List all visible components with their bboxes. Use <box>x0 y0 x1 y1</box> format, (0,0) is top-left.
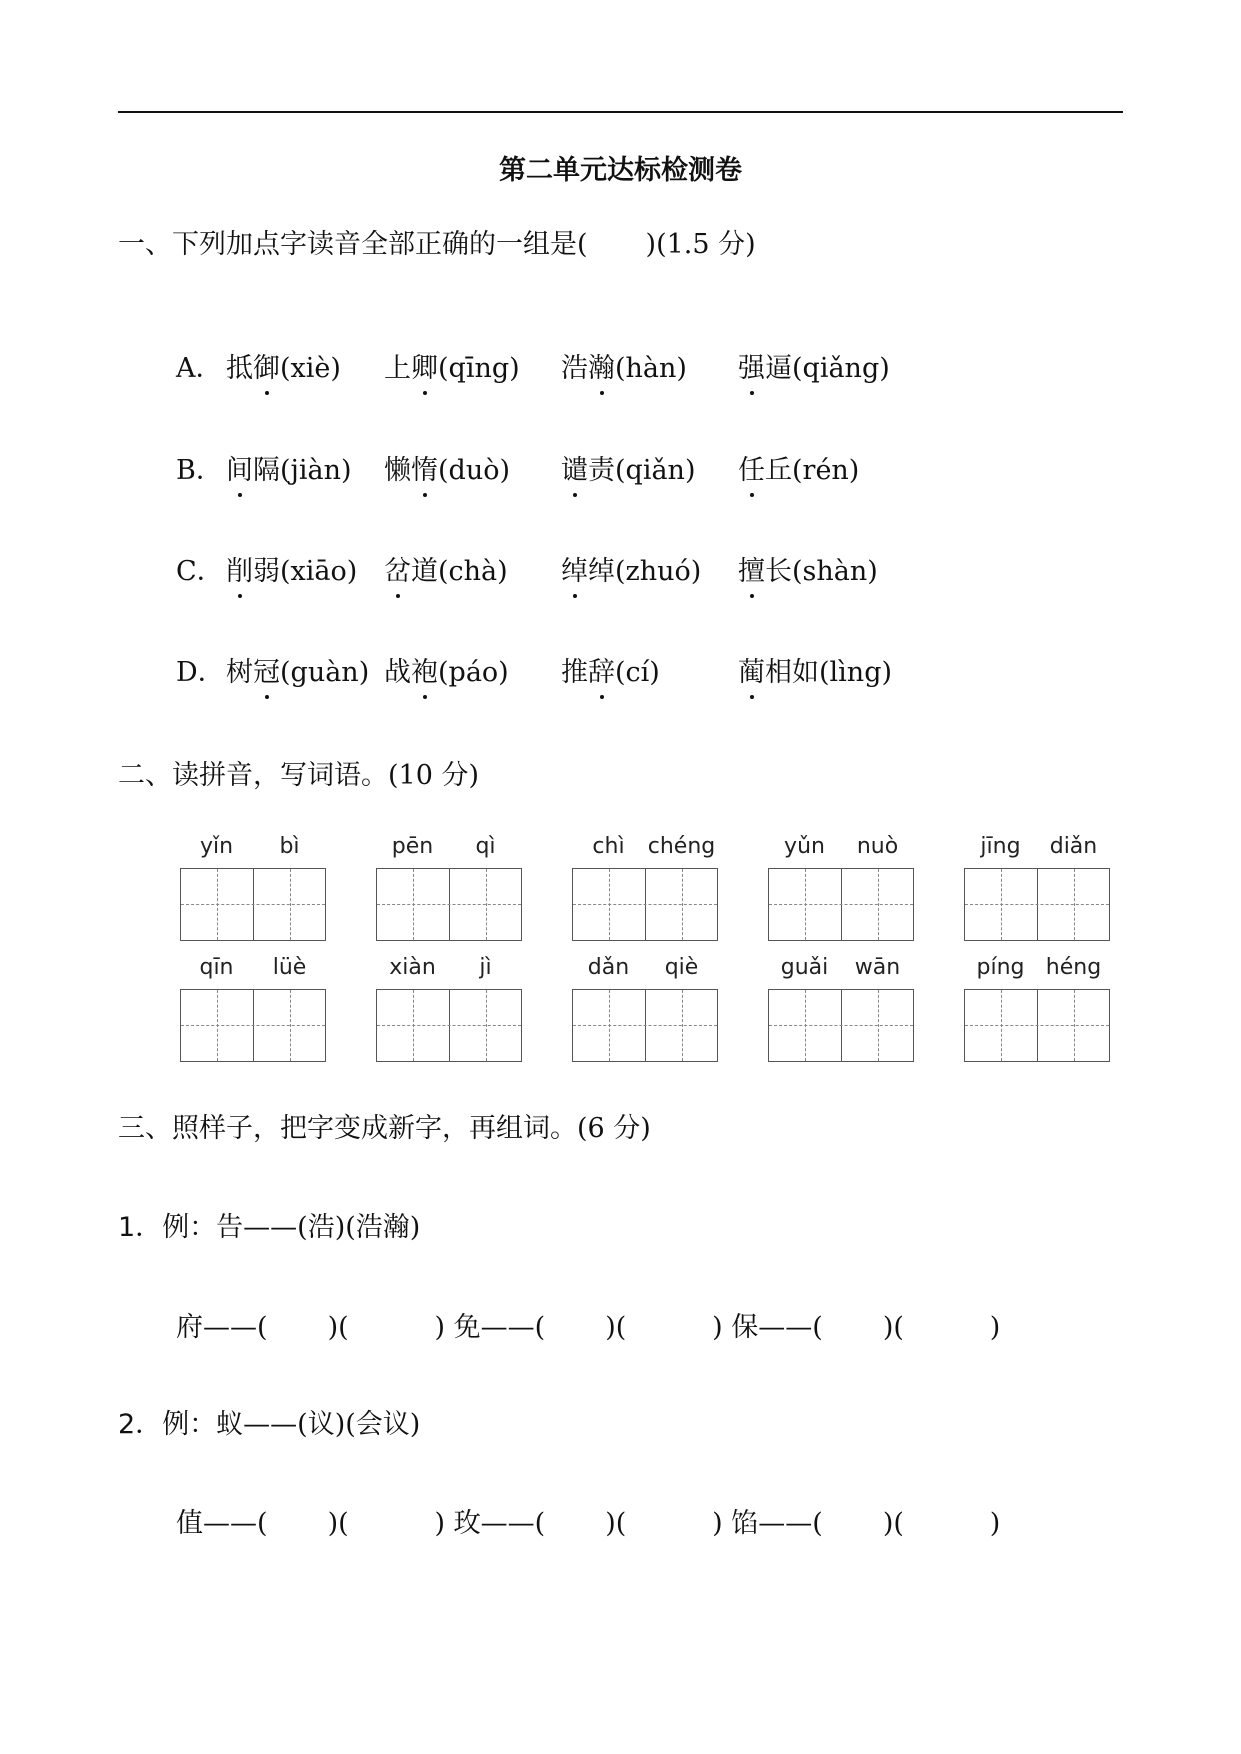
pinyin-label: yǐn <box>199 834 234 859</box>
dotted-character: 削 <box>226 549 253 588</box>
dotted-character: 蔺 <box>738 650 765 689</box>
word-text: (cí) <box>615 657 660 688</box>
pinyin-label: jīng <box>980 834 1021 859</box>
choice-word <box>384 549 508 588</box>
pinyin-label: pēn <box>391 834 434 859</box>
pinyin-label: píng <box>976 955 1025 980</box>
grid-guide-line <box>377 904 521 905</box>
pinyin-label: guǎi <box>780 955 829 980</box>
choice-word <box>561 448 695 487</box>
section3-heading: 三、照样子，把字变成新字，再组词。(6 分) <box>118 1113 651 1144</box>
pinyin-label: chéng <box>647 834 716 859</box>
word-text: 浩 <box>561 353 588 384</box>
choice-word <box>384 346 520 385</box>
grid-guide-line <box>769 1025 913 1026</box>
dotted-character: 瀚 <box>588 346 615 385</box>
word-text: (qīng) <box>438 353 520 384</box>
choice-word <box>226 650 369 689</box>
choice-word <box>738 346 890 385</box>
word-text: (guàn) <box>280 657 370 688</box>
word-text: 道(chà) <box>411 556 508 587</box>
choice-word <box>384 448 510 487</box>
word-text: 弱(xiāo) <box>253 556 358 587</box>
choice-letter: A． <box>176 353 223 384</box>
example-1: 1．例：告——(浩)(浩瀚) <box>118 1212 421 1243</box>
choice-word <box>384 650 509 689</box>
pinyin-label: qì <box>475 834 496 859</box>
choice-letter: B． <box>176 455 223 486</box>
dotted-character: 强 <box>738 346 765 385</box>
word-text: 责(qiǎn) <box>588 455 696 486</box>
pinyin-label: chì <box>592 834 625 859</box>
section1-heading: 一、下列加点字读音全部正确的一组是( )(1.5 分) <box>118 229 756 260</box>
grid-guide-line <box>377 1025 521 1026</box>
choice-letter: D． <box>176 657 225 688</box>
dotted-character: 袍 <box>411 650 438 689</box>
fill-line-1[interactable]: 府——( )( ) 免——( )( ) 保——( )( ) <box>176 1312 1001 1343</box>
pinyin-label: wān <box>854 955 901 980</box>
word-text: 树 <box>226 657 253 688</box>
grid-guide-line <box>573 1025 717 1026</box>
fill-line-2[interactable]: 值——( )( ) 玫——( )( ) 馅——( )( ) <box>176 1508 1001 1539</box>
writing-grid[interactable] <box>964 868 1110 941</box>
word-text: 相如(lìng) <box>765 657 893 688</box>
grid-guide-line <box>573 904 717 905</box>
dotted-character: 卿 <box>411 346 438 385</box>
dotted-character: 谴 <box>561 448 588 487</box>
dotted-character: 辞 <box>588 650 615 689</box>
dotted-character: 岔 <box>384 549 411 588</box>
choice-letter: C． <box>176 556 224 587</box>
dotted-character: 任 <box>738 448 765 487</box>
word-text: 隔(jiàn) <box>253 455 352 486</box>
word-text: 绰(zhuó) <box>588 556 702 587</box>
pinyin-label: lüè <box>272 955 307 980</box>
pinyin-label: yǔn <box>784 834 825 859</box>
word-text: 懒 <box>384 455 411 486</box>
word-text: (páo) <box>438 657 509 688</box>
choice-word <box>561 346 687 385</box>
dotted-character: 绰 <box>561 549 588 588</box>
choice-word <box>561 549 701 588</box>
page-title: 第二单元达标检测卷 <box>499 155 742 186</box>
writing-grid[interactable] <box>768 989 914 1062</box>
word-text: 抵 <box>226 353 253 384</box>
writing-grid[interactable] <box>572 868 718 941</box>
writing-grid[interactable] <box>572 989 718 1062</box>
pinyin-label: qīn <box>199 955 234 980</box>
pinyin-label: diǎn <box>1049 834 1098 859</box>
word-text: 逼(qiǎng) <box>765 353 890 384</box>
choice-word <box>226 346 341 385</box>
choice-word <box>226 448 352 487</box>
writing-grid[interactable] <box>180 868 326 941</box>
pinyin-label: jì <box>479 955 492 980</box>
dotted-character: 擅 <box>738 549 765 588</box>
grid-guide-line <box>181 1025 325 1026</box>
choice-word <box>738 448 859 487</box>
writing-grid[interactable] <box>180 989 326 1062</box>
pinyin-label: dǎn <box>587 955 630 980</box>
choice-word <box>561 650 660 689</box>
writing-grid[interactable] <box>376 868 522 941</box>
grid-guide-line <box>965 904 1109 905</box>
grid-guide-line <box>769 904 913 905</box>
word-text: (duò) <box>438 455 510 486</box>
word-text: 丘(rén) <box>765 455 860 486</box>
word-text: 推 <box>561 657 588 688</box>
word-text: (xiè) <box>280 353 341 384</box>
pinyin-label: qiè <box>664 955 699 980</box>
pinyin-label: bì <box>279 834 300 859</box>
choice-word <box>738 650 892 689</box>
dotted-character: 惰 <box>411 448 438 487</box>
grid-guide-line <box>181 904 325 905</box>
pinyin-label: nuò <box>856 834 899 859</box>
writing-grid[interactable] <box>964 989 1110 1062</box>
choice-word <box>226 549 357 588</box>
dotted-character: 冠 <box>253 650 280 689</box>
writing-grid[interactable] <box>768 868 914 941</box>
dotted-character: 御 <box>253 346 280 385</box>
example-2: 2．例：蚁——(议)(会议) <box>118 1409 421 1440</box>
section2-heading: 二、读拼音，写词语。(10 分) <box>118 760 480 791</box>
choice-word <box>738 549 878 588</box>
word-text: 长(shàn) <box>765 556 878 587</box>
pinyin-label: xiàn <box>389 955 436 980</box>
word-text: 上 <box>384 353 411 384</box>
writing-grid[interactable] <box>376 989 522 1062</box>
top-rule <box>118 111 1123 113</box>
grid-guide-line <box>965 1025 1109 1026</box>
word-text: (hàn) <box>615 353 687 384</box>
dotted-character: 间 <box>226 448 253 487</box>
pinyin-label: héng <box>1045 955 1102 980</box>
word-text: 战 <box>384 657 411 688</box>
